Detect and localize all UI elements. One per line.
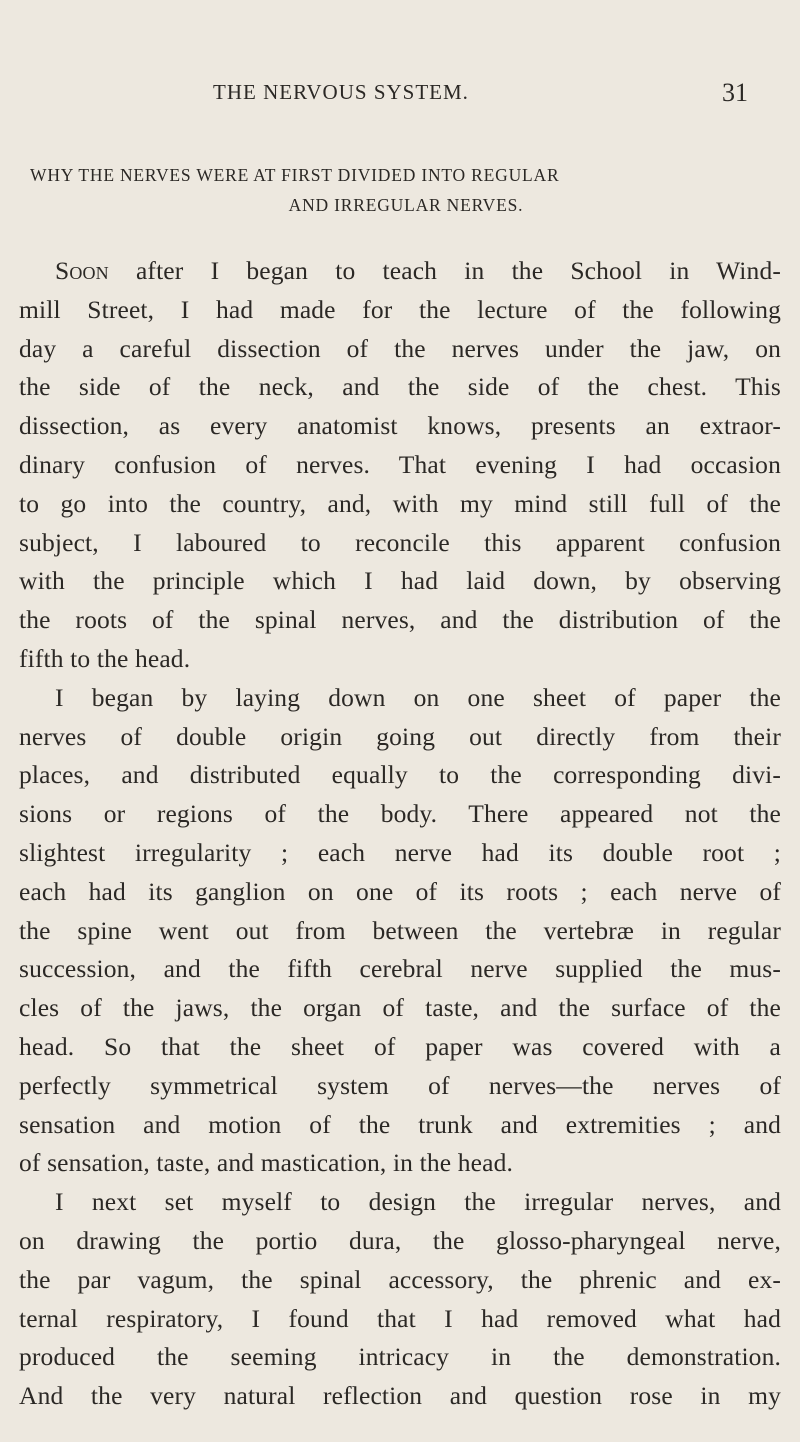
drop-word: Soon [55, 256, 109, 285]
paragraph-line: cles of the jaws, the organ of taste, and the surface of the [19, 993, 781, 1023]
paragraph-line: of sensation, taste, and mastication, in the head. [19, 1148, 513, 1178]
section-heading-line: WHY THE NERVES WERE AT FIRST DIVIDED INTO REGULAR [30, 165, 560, 185]
paragraph-line: day a careful dissection of the nerves under the jaw, on [19, 333, 781, 363]
body-text [19, 252, 781, 1416]
paragraph-line: subject, I laboured to reconcile this apparent confusion [19, 527, 781, 557]
paragraph-line: slightest irregularity ; each nerve had its double root ; [19, 837, 781, 867]
line-text: after I began to teach in the School in Wind- [108, 256, 781, 285]
paragraph-line: the roots of the spinal nerves, and the distribution of the [19, 605, 781, 635]
paragraph-line: perfectly symmetrical system of nerves—the nerves of [19, 1070, 781, 1100]
paragraph-line: produced the seeming intricacy in the demonstration. [19, 1342, 781, 1372]
paragraph-line: the side of the neck, and the side of the chest. This [19, 372, 781, 402]
paragraph-line: with the principle which I had laid down, by observing [19, 566, 781, 596]
page-number: 31 [722, 78, 748, 107]
paragraph-line: I next set myself to design the irregular nerves, and [55, 1187, 781, 1217]
paragraph-line: ternal respiratory, I found that I had removed what had [19, 1303, 781, 1333]
paragraph-line: the spine went out from between the vertebræ in regular [19, 915, 781, 945]
paragraph-line: the par vagum, the spinal accessory, the phrenic and ex- [19, 1264, 781, 1294]
paragraph-line: And the very natural reflection and question rose in my [19, 1381, 781, 1411]
paragraph-line: mill Street, I had made for the lecture of the following [19, 294, 781, 324]
section-heading-line: AND IRREGULAR NERVES. [288, 195, 524, 215]
paragraph-line: dinary confusion of nerves. That evening I had occasion [19, 449, 781, 479]
paragraph-line: nerves of double origin going out directly from their [19, 721, 781, 751]
paragraph-line: to go into the country, and, with my mind still full of the [19, 488, 781, 518]
paragraph-line [19, 252, 781, 291]
paragraph-line: on drawing the portio dura, the glosso-pharyngeal nerve, [19, 1225, 781, 1255]
section-heading [30, 160, 782, 220]
page-header [0, 80, 800, 110]
paragraph-line: dissection, as every anatomist knows, presents an extraor- [19, 411, 781, 441]
paragraph-line: I began by laying down on one sheet of paper the [55, 682, 781, 712]
paragraph-line: head. So that the sheet of paper was covered with a [19, 1031, 781, 1061]
running-title: THE NERVOUS SYSTEM. [213, 80, 469, 104]
paragraph-line: succession, and the fifth cerebral nerve supplied the mus- [19, 954, 781, 984]
paragraph-line: sions or regions of the body. There appeared not the [19, 799, 781, 829]
paragraph-line: places, and distributed equally to the corresponding divi- [19, 760, 781, 790]
paragraph-line: each had its ganglion on one of its roots ; each nerve of [19, 876, 781, 906]
paragraph-line: fifth to the head. [19, 643, 191, 673]
paragraph-line: sensation and motion of the trunk and extremities ; and [19, 1109, 781, 1139]
